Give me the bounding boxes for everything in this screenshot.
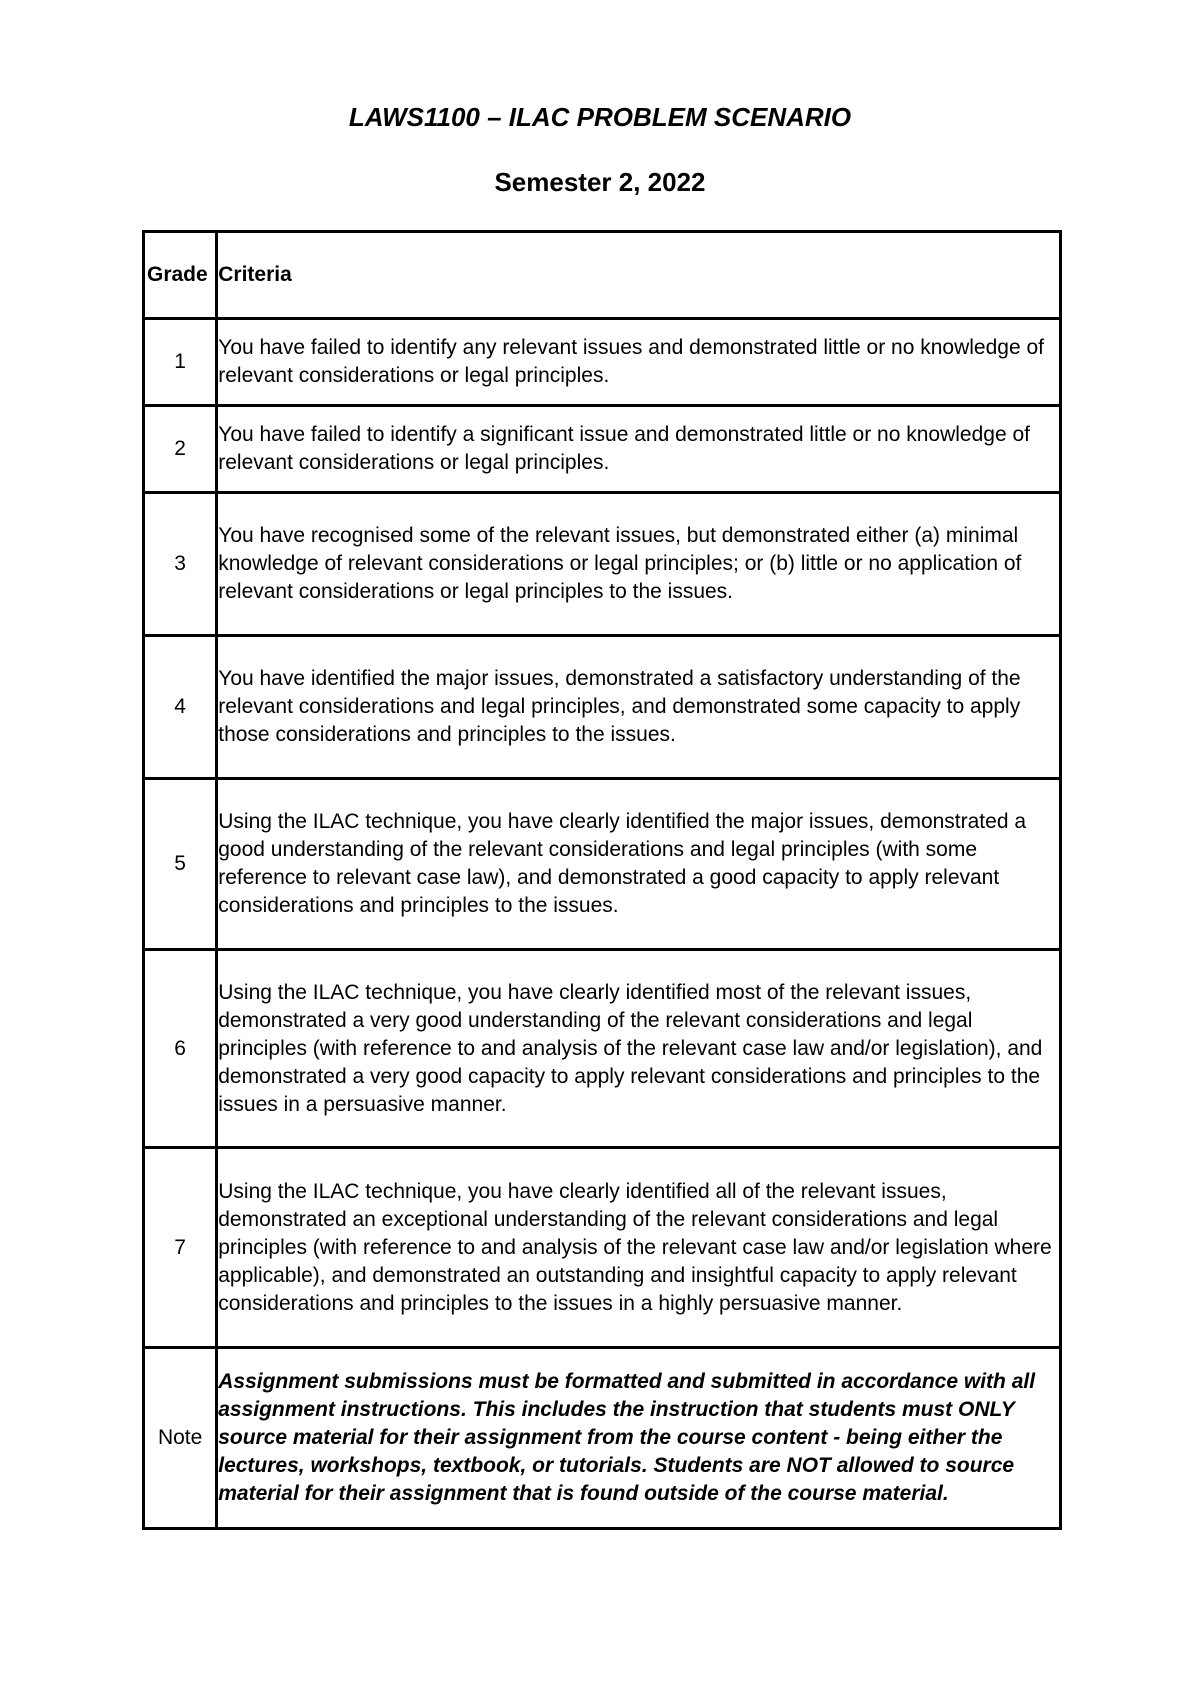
grade-cell: 5 bbox=[144, 779, 217, 950]
page-title: LAWS1100 – ILAC PROBLEM SCENARIO bbox=[348, 102, 852, 132]
table-row bbox=[144, 636, 1061, 779]
grade-cell: 7 bbox=[144, 1148, 217, 1348]
table-header-row bbox=[144, 232, 1061, 319]
page-subtitle: Semester 2, 2022 bbox=[494, 167, 706, 197]
table-row bbox=[144, 493, 1061, 636]
table-row bbox=[144, 319, 1061, 406]
table-row bbox=[144, 406, 1061, 493]
criteria-cell: You have recognised some of the relevant issues, but demonstrated either (a) minimal knowledge of relevant considerations or legal principles; or (b) little or no application of relevant considerations or legal principles to the issues. bbox=[217, 493, 1061, 636]
table-row bbox=[144, 779, 1061, 950]
criteria-cell: You have identified the major issues, demonstrated a satisfactory understanding of the relevant considerations and legal principles, and demonstrated some capacity to apply those considerations and principles to the issues. bbox=[217, 636, 1061, 779]
criteria-cell: Using the ILAC technique, you have clearly identified most of the relevant issues, demonstrated a very good understanding of the relevant considerations and legal principles (with reference to and analysis of the relevant case law and/or legislation), and demonstrated a very good capacity to apply relevant considerations and principles to the issues in a persuasive manner. bbox=[217, 950, 1061, 1148]
note-row bbox=[144, 1348, 1061, 1529]
table-row bbox=[144, 950, 1061, 1148]
criteria-cell: You have failed to identify a significant issue and demonstrated little or no knowledge of relevant considerations or legal principles. bbox=[217, 406, 1061, 493]
grade-cell: 2 bbox=[144, 406, 217, 493]
grade-cell: 4 bbox=[144, 636, 217, 779]
criteria-cell: You have failed to identify any relevant issues and demonstrated little or no knowledge of relevant considerations or legal principles. bbox=[217, 319, 1061, 406]
criteria-column-header: Criteria bbox=[217, 232, 1061, 319]
criteria-cell: Using the ILAC technique, you have clearly identified the major issues, demonstrated a good understanding of the relevant considerations and legal principles (with some reference to relevant case law), and demonstrated a good capacity to apply relevant considerations and principles to the issues. bbox=[217, 779, 1061, 950]
grading-rubric-table bbox=[142, 230, 1062, 1530]
table-row bbox=[144, 1148, 1061, 1348]
grade-cell: 3 bbox=[144, 493, 217, 636]
grade-cell: 1 bbox=[144, 319, 217, 406]
grade-cell: 6 bbox=[144, 950, 217, 1148]
note-text: Assignment submissions must be formatted and submitted in accordance with all assignment instructions. This includes the instruction that students must ONLY source material for their assignment from the course content - being either the lectures, workshops, textbook, or tutorials. Students are NOT allowed to source material for their assignment that is found outside of the course material. bbox=[217, 1348, 1061, 1529]
criteria-cell: Using the ILAC technique, you have clearly identified all of the relevant issues, demonstrated an exceptional understanding of the relevant considerations and legal principles (with reference to and analysis of the relevant case law and/or legislation where applicable), and demonstrated an outstanding and insightful capacity to apply relevant considerations and principles to the issues in a highly persuasive manner. bbox=[217, 1148, 1061, 1348]
grade-column-header: Grade bbox=[144, 232, 217, 319]
note-label: Note bbox=[144, 1348, 217, 1529]
